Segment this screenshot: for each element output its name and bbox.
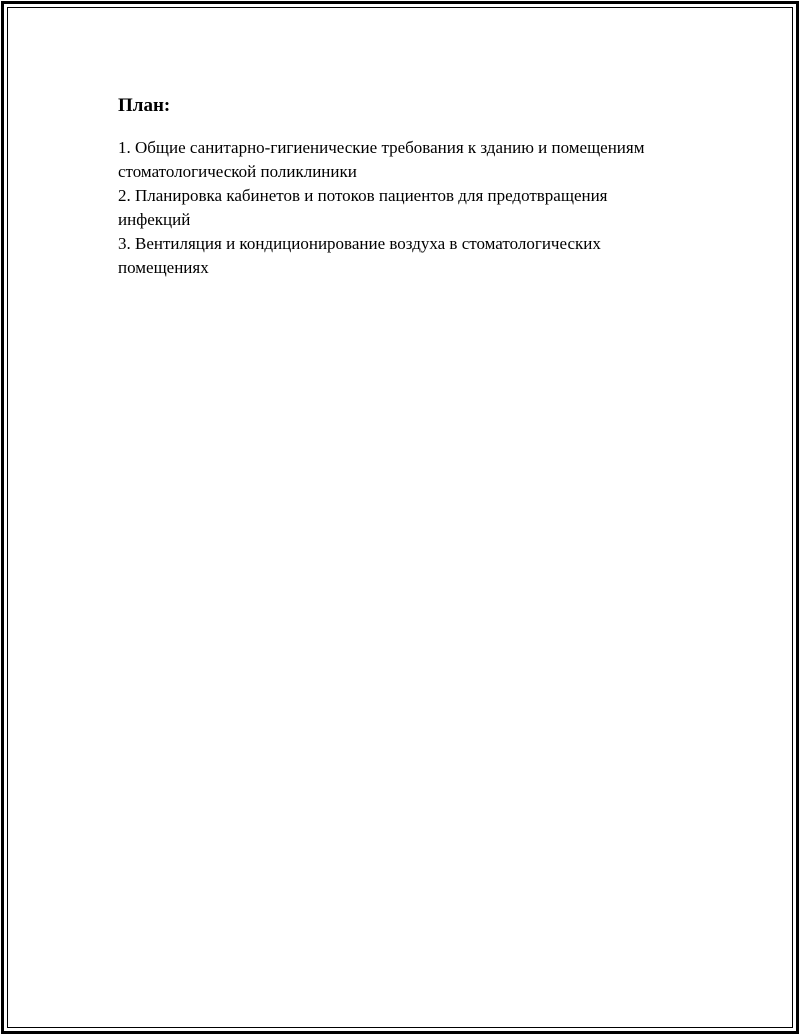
plan-item-2: 2. Планировка кабинетов и потоков пациентов для предотвращения инфекций <box>118 186 608 229</box>
plan-item-3: 3. Вентиляция и кондиционирование воздуха в стоматологических помещениях <box>118 234 601 277</box>
plan-heading: План: <box>118 95 171 116</box>
plan-list <box>118 136 678 280</box>
page-content <box>118 94 678 280</box>
plan-item-1: 1. Общие санитарно-гигиенические требования к зданию и помещениям стоматологической поликлиники <box>118 138 645 181</box>
